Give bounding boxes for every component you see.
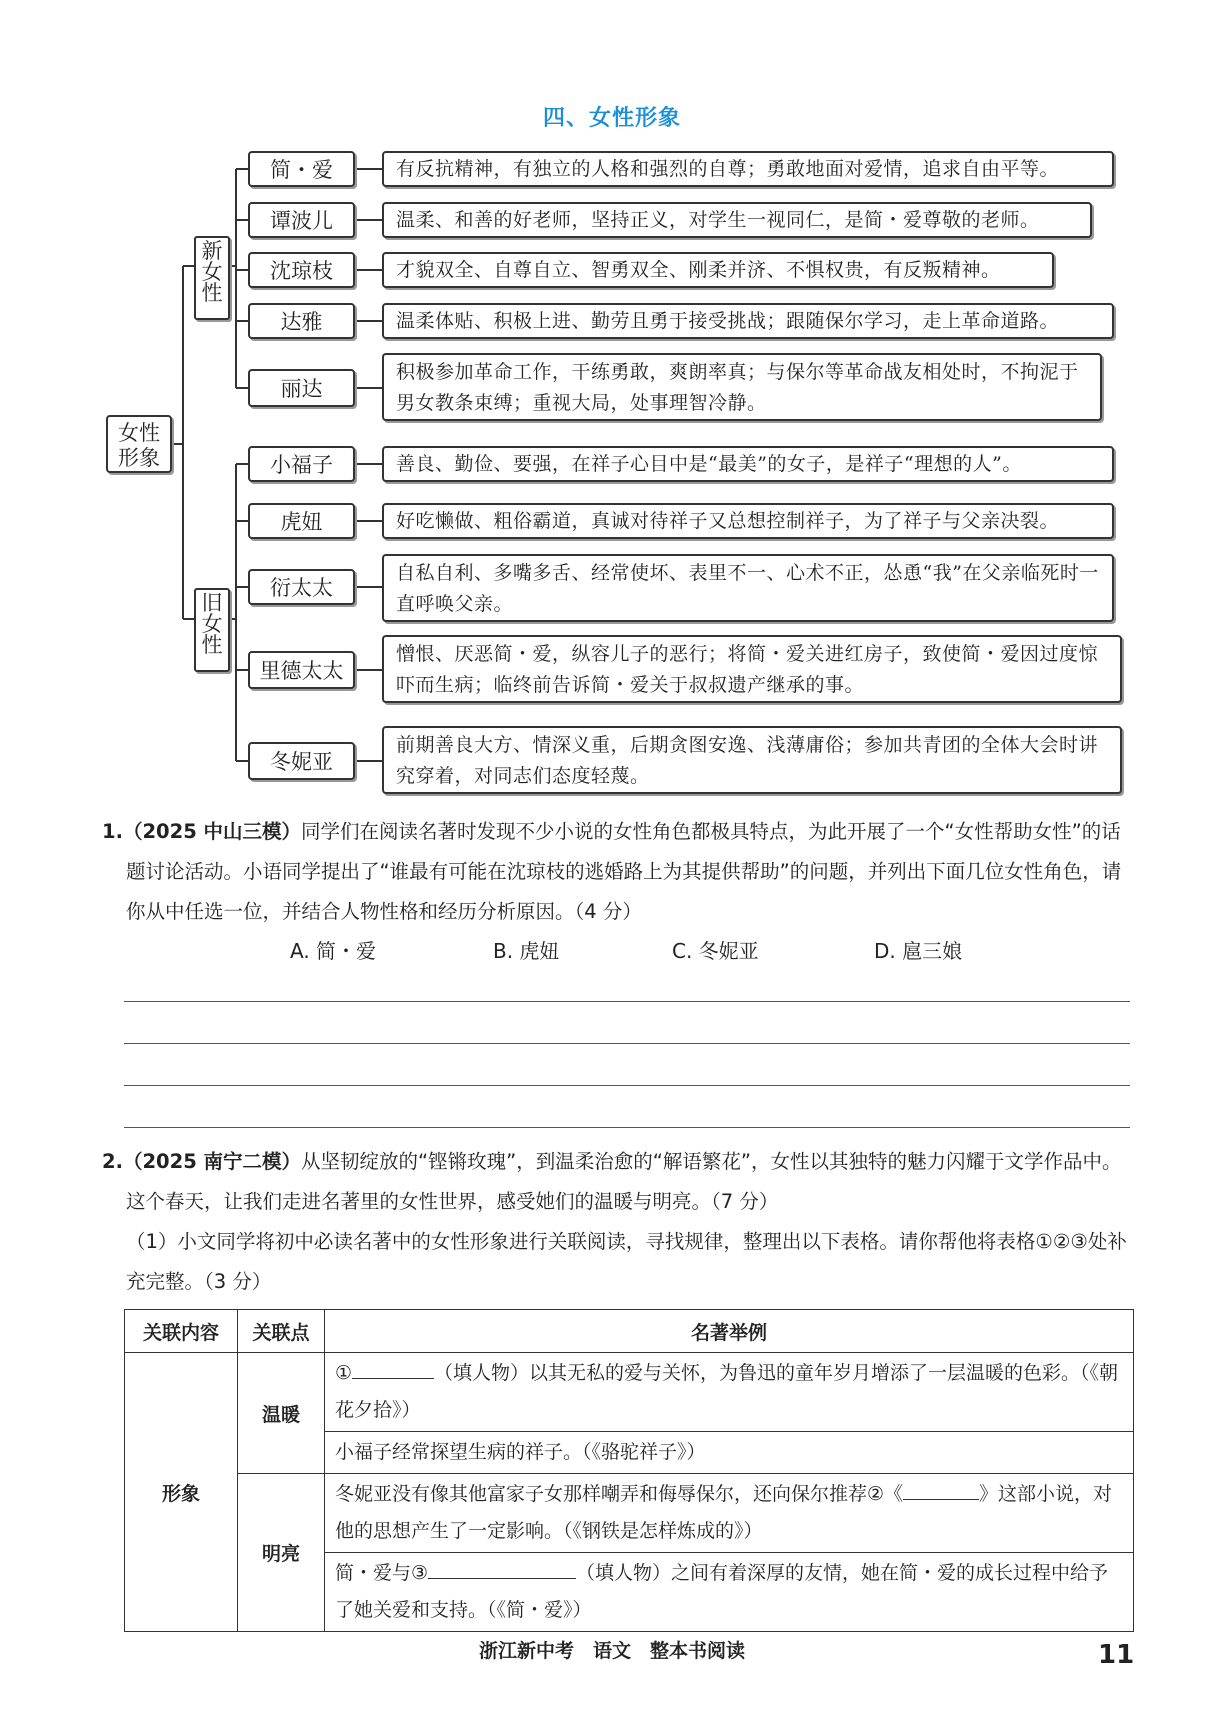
character-desc: 有反抗精神，有独立的人格和强烈的自尊；勇敢地面对爱情，追求自由平等。	[382, 151, 1114, 187]
page-number: 11	[1098, 1640, 1135, 1670]
character-desc: 善良、勤俭、要强，在祥子心目中是“最美”的女子，是祥子“理想的人”。	[382, 446, 1114, 482]
character-desc: 积极参加革命工作，干练勇敢，爽朗率真；与保尔等革命战友相处时，不拘泥于男女教条束缚；重视大局，处事理智冷静。	[382, 353, 1102, 421]
point-warmth: 温暖	[238, 1353, 325, 1474]
answer-line[interactable]	[124, 1085, 1130, 1086]
character-desc: 自私自利、多嘴多舌、经常使坏、表里不一、心术不正，怂恿“我”在父亲临死时一直呼唤父亲。	[382, 554, 1114, 622]
character-name: 里德太太	[248, 651, 355, 689]
content-label: 形象	[125, 1353, 238, 1632]
character-name: 谭波儿	[248, 202, 355, 238]
character-name: 丽达	[248, 369, 355, 407]
question-2-sub1: （1）小文同学将初中必读名著中的女性形象进行关联阅读，寻找规律，整理出以下表格。请你帮他将表格①②③处补充完整。（3 分）	[126, 1230, 1127, 1293]
table-row: 简・爱与③ （填人物）之间有着深厚的友情，她在简・爱的成长过程中给予了她关爱和支持。（《简・爱》）	[325, 1553, 1134, 1632]
answer-line[interactable]	[124, 1001, 1130, 1002]
option-a: A. 简・爱	[290, 939, 377, 963]
table-row: 小福子经常探望生病的祥子。（《骆驼祥子》）	[325, 1432, 1134, 1474]
question-2: 2.（2025 南宁二模）从坚韧绽放的“铿锵玫瑰”，到温柔治愈的“解语繁花”，女性以其独特的魅力闪耀于文学作品中。这个春天，让我们走进名著里的女性世界，感受她们的温暖与明亮。（7 分） （1）小文同学将初中必读名著中的女性形象进行关联阅读，寻找规律，整理出以下表格。请你帮他将表格①②③处补充完整。（3 分）	[102, 1142, 1134, 1302]
relation-table	[124, 1309, 1134, 1632]
character-desc: 憎恨、厌恶简・爱，纵容儿子的恶行；将简・爱关进红房子，致使简・爱因过度惊吓而生病；临终前告诉简・爱关于叔叔遗产继承的事。	[382, 635, 1122, 703]
group-label-new: 新女性	[194, 236, 230, 320]
section-title: 四、女性形象	[542, 106, 681, 131]
character-name: 虎妞	[248, 503, 355, 539]
character-name: 简・爱	[248, 151, 355, 187]
character-desc: 前期善良大方、情深义重，后期贪图安逸、浅薄庸俗；参加共青团的全体大会时讲究穿着，对同志们态度轻蔑。	[382, 726, 1122, 794]
point-brightness: 明亮	[238, 1474, 325, 1632]
option-c: C. 冬妮亚	[672, 939, 759, 963]
character-name: 衍太太	[248, 569, 355, 605]
question-1: 1.（2025 中山三模）同学们在阅读名著时发现不少小说的女性角色都极具特点，为此开展了一个“女性帮助女性”的话题讨论活动。小语同学提出了“谁最有可能在沈琼枝的逃婚路上为其提供帮助”的问题，并列出下面几位女性角色，请你从中任选一位，并结合人物性格和经历分析原因。（4 分）	[102, 820, 1122, 923]
table-header: 名著举例	[325, 1310, 1134, 1353]
answer-line[interactable]	[124, 1043, 1130, 1044]
character-desc: 好吃懒做、粗俗霸道，真诚对待祥子又总想控制祥子，为了祥子与父亲决裂。	[382, 503, 1114, 539]
character-name: 冬妮亚	[248, 742, 355, 780]
table-row: ① （填人物）以其无私的爱与关怀，为鲁迅的童年岁月增添了一层温暖的色彩。（《朝花夕拾》）	[325, 1353, 1134, 1432]
character-name: 小福子	[248, 446, 355, 482]
character-name: 达雅	[248, 303, 355, 339]
table-header: 关联点	[238, 1310, 325, 1353]
blank-2[interactable]	[903, 1479, 979, 1500]
option-b: B. 虎妞	[493, 939, 560, 963]
option-d: D. 扈三娘	[874, 939, 963, 963]
tree-root: 女性形象	[106, 415, 172, 473]
blank-3[interactable]	[428, 1558, 576, 1579]
page-footer: 浙江新中考 语文 整本书阅读	[478, 1640, 745, 1662]
group-label-old: 旧女性	[194, 588, 230, 672]
character-desc: 才貌双全、自尊自立、智勇双全、刚柔并济、不惧权贵，有反叛精神。	[382, 252, 1054, 288]
table-header: 关联内容	[125, 1310, 238, 1353]
character-name: 沈琼枝	[248, 252, 355, 288]
table-row: 冬妮亚没有像其他富家子女那样嘲弄和侮辱保尔，还向保尔推荐②《 》这部小说，对他的思想产生了一定影响。（《钢铁是怎样炼成的》）	[325, 1474, 1134, 1553]
blank-1[interactable]	[352, 1358, 434, 1379]
answer-line[interactable]	[124, 1127, 1130, 1128]
character-desc: 温柔体贴、积极上进、勤劳且勇于接受挑战；跟随保尔学习，走上革命道路。	[382, 303, 1114, 339]
character-desc: 温柔、和善的好老师，坚持正义，对学生一视同仁，是简・爱尊敬的老师。	[382, 202, 1092, 238]
